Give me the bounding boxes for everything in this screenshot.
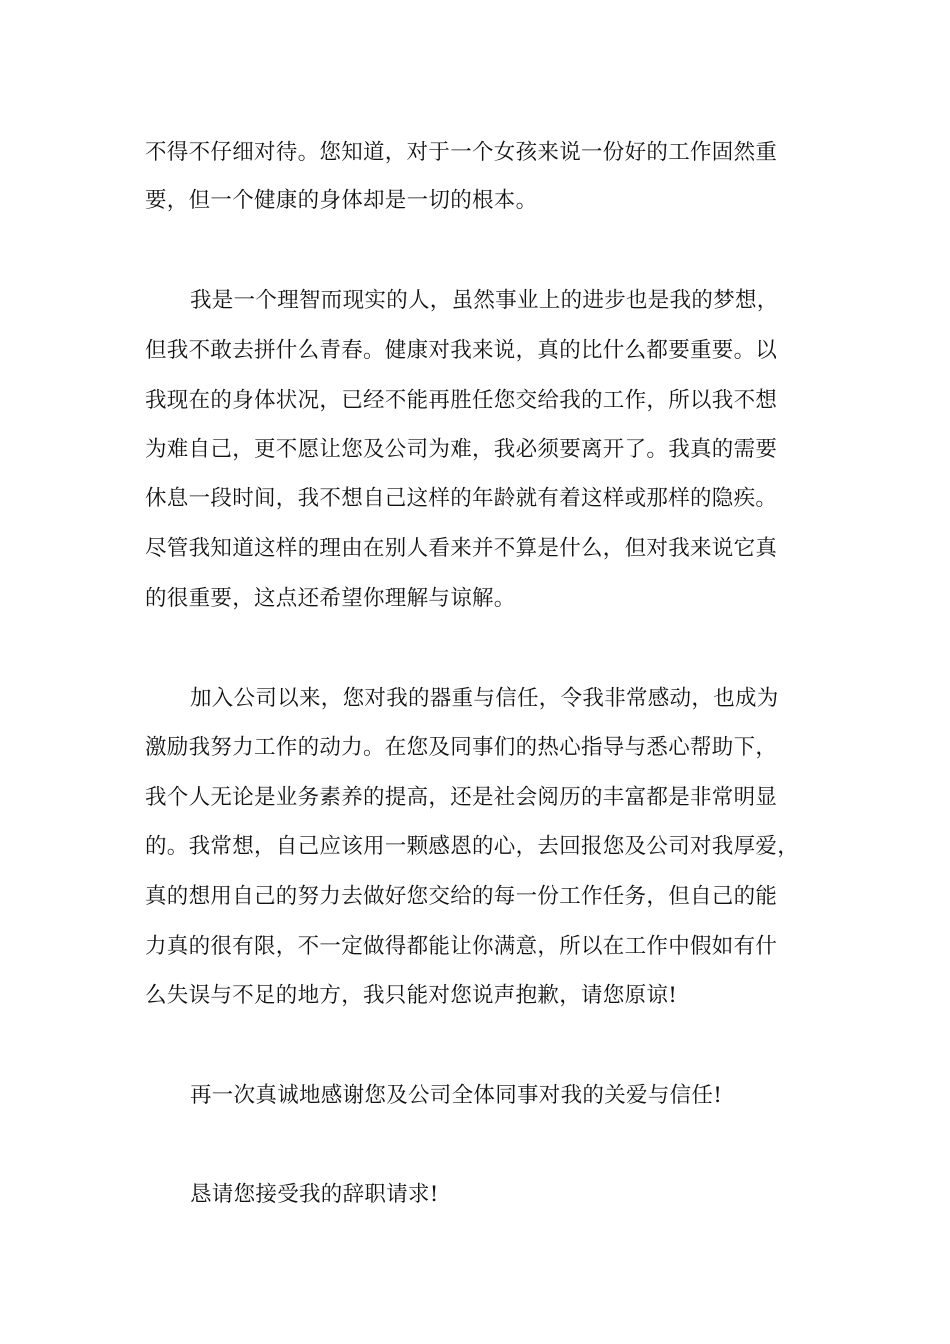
paragraph-4-line-1: 再一次真诚地感谢您及公司全体同事对我的关爱与信任! — [190, 1083, 723, 1108]
paragraph-3-line-6: 力真的很有限，不一定做得都能让你满意，所以在工作中假如有什 — [145, 934, 778, 959]
paragraph-2-line-7: 的很重要，这点还希望你理解与谅解。 — [145, 586, 516, 611]
paragraph-3-line-7: 么失误与不足的地方，我只能对您说声抱歉，请您原谅! — [145, 983, 678, 1008]
paragraph-5-line-1: 恳请您接受我的辞职请求! — [190, 1182, 439, 1207]
paragraph-2-line-1: 我是一个理智而现实的人，虽然事业上的进步也是我的梦想， — [190, 288, 779, 313]
paragraph-1-line-2: 要，但一个健康的身体却是一切的根本。 — [145, 188, 538, 213]
paragraph-1-line-1: 不得不仔细对待。您知道，对于一个女孩来说一份好的工作固然重 — [145, 140, 778, 165]
paragraph-3-line-1: 加入公司以来，您对我的器重与信任，令我非常感动，也成为 — [190, 686, 779, 711]
paragraph-3-line-3: 我个人无论是业务素养的提高，还是社会阅历的丰富都是非常明显 — [145, 785, 778, 810]
paragraph-3-line-5: 真的想用自己的努力去做好您交给的每一份工作任务，但自己的能 — [145, 884, 778, 909]
paragraph-2-line-4: 为难自己，更不愿让您及公司为难，我必须要离开了。我真的需要 — [145, 437, 778, 462]
paragraph-2-line-5: 休息一段时间，我不想自己这样的年龄就有着这样或那样的隐疾。 — [145, 486, 778, 511]
paragraph-2-line-6: 尽管我知道这样的理由在别人看来并不算是什么，但对我来说它真 — [145, 536, 778, 561]
paragraph-3-line-4: 的。我常想，自己应该用一颗感恩的心，去回报您及公司对我厚爱， — [145, 834, 800, 859]
paragraph-2-line-3: 我现在的身体状况，已经不能再胜任您交给我的工作，所以我不想 — [145, 388, 778, 413]
paragraph-3-line-2: 激励我努力工作的动力。在您及同事们的热心指导与悉心帮助下， — [145, 735, 778, 760]
paragraph-2-line-2: 但我不敢去拼什么青春。健康对我来说，真的比什么都要重要。以 — [145, 338, 778, 363]
